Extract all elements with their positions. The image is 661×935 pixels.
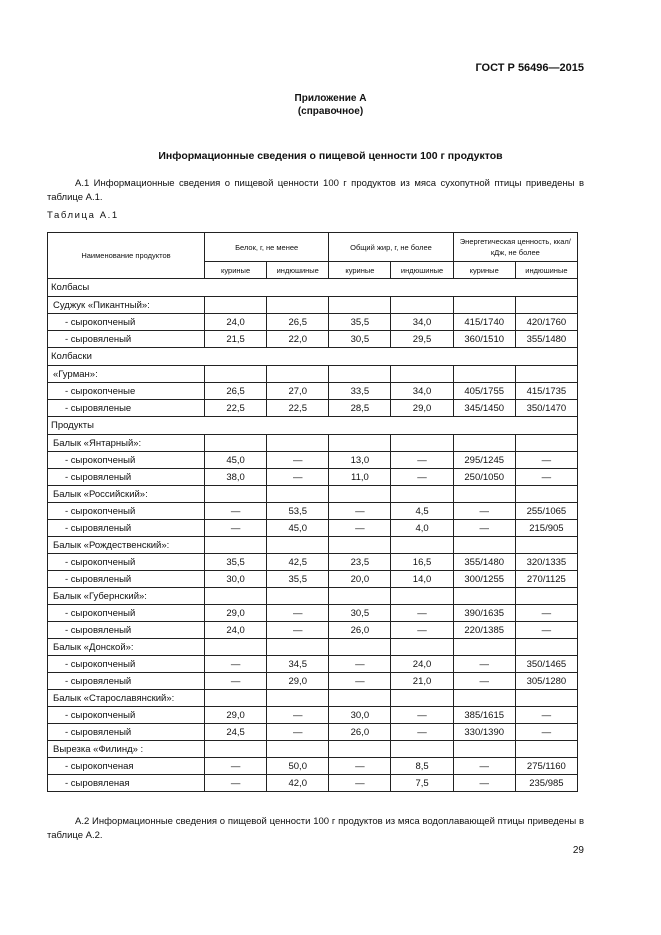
value-cell: 29,5 [391,331,453,348]
value-cell [329,690,391,707]
product-variant: - сыровяленый [48,331,205,348]
value-cell [267,690,329,707]
value-cell: 38,0 [205,469,267,486]
paragraph-a1-text: А.1 Информационные сведения о пищевой ценности 100 г продуктов из мяса сухопутной птицы приведены в таблице А.1. [47,178,584,203]
value-cell [391,639,453,656]
value-cell: 34,5 [267,656,329,673]
value-cell: — [267,605,329,622]
value-cell: — [267,469,329,486]
value-cell: — [453,758,515,775]
table-row [48,673,578,690]
table-caption: Таблица А.1 [47,210,119,221]
value-cell: 53,5 [267,503,329,520]
value-cell: 21,0 [391,673,453,690]
value-cell [453,366,515,383]
product-variant: - сыровяленый [48,724,205,741]
value-cell [453,588,515,605]
value-cell [453,435,515,452]
value-cell [515,366,577,383]
value-cell: — [453,775,515,792]
value-cell: 4,5 [391,503,453,520]
group-label: Колбасы [48,279,578,297]
value-cell: 26,5 [205,383,267,400]
value-cell [329,366,391,383]
value-cell: — [267,452,329,469]
value-cell: 14,0 [391,571,453,588]
table-row [48,554,578,571]
appendix-title: Приложение А [294,93,367,104]
value-cell [515,435,577,452]
value-cell: — [391,724,453,741]
page-number: 29 [572,845,584,856]
header-turkey: индюшиные [515,262,577,279]
table-row [48,758,578,775]
value-cell: 34,0 [391,383,453,400]
table-row [48,537,578,554]
value-cell [205,537,267,554]
value-cell: 24,0 [391,656,453,673]
header-turkey: индюшиные [267,262,329,279]
product-variant: - сырокопченая [48,758,205,775]
table-row [48,486,578,503]
value-cell: — [515,452,577,469]
value-cell: 35,5 [205,554,267,571]
value-cell: 420/1760 [515,314,577,331]
value-cell [391,537,453,554]
value-cell: 27,0 [267,383,329,400]
value-cell [267,486,329,503]
value-cell: 8,5 [391,758,453,775]
value-cell [205,435,267,452]
value-cell [515,639,577,656]
value-cell [205,588,267,605]
product-variant: - сырокопченый [48,656,205,673]
header-chicken: куриные [329,262,391,279]
table-row [48,605,578,622]
header-name: Наименование продуктов [48,233,205,279]
value-cell: 30,0 [205,571,267,588]
value-cell: — [205,673,267,690]
product-name: Балык «Российский»: [48,486,205,503]
value-cell: 34,0 [391,314,453,331]
value-cell: 270/1125 [515,571,577,588]
product-variant: - сырокопченый [48,452,205,469]
value-cell [329,741,391,758]
value-cell: 23,5 [329,554,391,571]
value-cell: 360/1510 [453,331,515,348]
value-cell [267,366,329,383]
value-cell: 26,0 [329,724,391,741]
header-chicken: куриные [205,262,267,279]
table-row [48,297,578,314]
value-cell [391,366,453,383]
value-cell [205,741,267,758]
value-cell: 355/1480 [515,331,577,348]
product-name: Вырезка «Филинд» : [48,741,205,758]
paragraph-a2 [47,815,584,843]
table-row [48,639,578,656]
value-cell [453,486,515,503]
value-cell [391,435,453,452]
value-cell: 20,0 [329,571,391,588]
value-cell: 24,0 [205,622,267,639]
table-row [48,503,578,520]
table-body [48,279,578,792]
value-cell: 26,0 [329,622,391,639]
value-cell: 42,0 [267,775,329,792]
value-cell: 330/1390 [453,724,515,741]
value-cell: — [391,469,453,486]
value-cell: 45,0 [205,452,267,469]
value-cell: 30,0 [329,707,391,724]
value-cell: 29,0 [267,673,329,690]
table-row [48,469,578,486]
table-group-row [48,279,578,297]
table-row [48,400,578,417]
value-cell: 215/905 [515,520,577,537]
value-cell [329,297,391,314]
appendix-type: (справочное) [297,106,364,117]
value-cell: 11,0 [329,469,391,486]
value-cell: 415/1740 [453,314,515,331]
table-row [48,366,578,383]
value-cell [391,588,453,605]
value-cell [453,297,515,314]
value-cell: — [329,758,391,775]
product-name: Балык «Рождественский»: [48,537,205,554]
value-cell [205,366,267,383]
product-name: Балык «Губернский»: [48,588,205,605]
header-protein: Белок, г, не менее [205,233,329,262]
table-group-row [48,348,578,366]
value-cell: — [267,724,329,741]
value-cell: — [515,469,577,486]
value-cell: — [205,775,267,792]
value-cell: 21,5 [205,331,267,348]
value-cell: — [329,775,391,792]
product-variant: - сырокопченый [48,707,205,724]
paragraph-a2-text: А.2 Информационные сведения о пищевой ценности 100 г продуктов из мяса водоплавающей птицы приведены в таблице А.2. [47,816,584,841]
document-code: ГОСТ Р 56496—2015 [475,62,584,74]
value-cell: 295/1245 [453,452,515,469]
value-cell [515,537,577,554]
value-cell: 33,5 [329,383,391,400]
value-cell: 385/1615 [453,707,515,724]
product-name: Суджук «Пикантный»: [48,297,205,314]
value-cell [329,486,391,503]
value-cell: 415/1735 [515,383,577,400]
value-cell: 28,5 [329,400,391,417]
value-cell: 235/985 [515,775,577,792]
paragraph-a1 [47,177,584,205]
value-cell: — [329,520,391,537]
group-label: Продукты [48,417,578,435]
table-row [48,707,578,724]
value-cell: 22,5 [205,400,267,417]
value-cell: — [515,707,577,724]
header-chicken: куриные [453,262,515,279]
value-cell: 30,5 [329,605,391,622]
value-cell: — [205,520,267,537]
value-cell: 50,0 [267,758,329,775]
value-cell: 390/1635 [453,605,515,622]
value-cell: — [391,707,453,724]
value-cell: 45,0 [267,520,329,537]
value-cell: 250/1050 [453,469,515,486]
product-name: Балык «Янтарный»: [48,435,205,452]
table-row [48,622,578,639]
value-cell: — [391,622,453,639]
table-row [48,435,578,452]
value-cell [267,588,329,605]
value-cell [391,486,453,503]
product-name: Балык «Донской»: [48,639,205,656]
value-cell [391,690,453,707]
value-cell: 24,0 [205,314,267,331]
value-cell: — [267,622,329,639]
value-cell: 30,5 [329,331,391,348]
value-cell: — [205,503,267,520]
value-cell: 13,0 [329,452,391,469]
value-cell: 350/1470 [515,400,577,417]
value-cell: 29,0 [391,400,453,417]
value-cell: 35,5 [329,314,391,331]
value-cell [515,741,577,758]
product-variant: - сыровяленый [48,622,205,639]
value-cell: — [205,758,267,775]
table-row [48,383,578,400]
value-cell: 16,5 [391,554,453,571]
product-variant: - сыровяленые [48,400,205,417]
value-cell: — [515,605,577,622]
value-cell [453,639,515,656]
value-cell: 7,5 [391,775,453,792]
product-name: Балык «Старославянский»: [48,690,205,707]
value-cell [391,297,453,314]
product-variant: - сыровяленая [48,775,205,792]
value-cell: 22,0 [267,331,329,348]
header-fat: Общий жир, г, не более [329,233,453,262]
value-cell: — [205,656,267,673]
value-cell: 320/1335 [515,554,577,571]
value-cell: — [515,724,577,741]
value-cell: — [515,622,577,639]
value-cell: 22,5 [267,400,329,417]
product-variant: - сырокопченый [48,605,205,622]
product-variant: - сыровяленый [48,469,205,486]
table-row [48,588,578,605]
product-variant: - сырокопченый [48,554,205,571]
value-cell [267,297,329,314]
table-row [48,331,578,348]
product-name: «Гурман»: [48,366,205,383]
table-group-row [48,417,578,435]
value-cell [267,435,329,452]
value-cell: 275/1160 [515,758,577,775]
value-cell: — [453,656,515,673]
value-cell: 345/1450 [453,400,515,417]
header-energy: Энергетическая ценность, ккал/кДж, не более [453,233,577,262]
value-cell [267,741,329,758]
value-cell [515,588,577,605]
product-variant: - сыровяленый [48,571,205,588]
group-label: Колбаски [48,348,578,366]
value-cell: — [453,520,515,537]
table-row [48,724,578,741]
value-cell [515,297,577,314]
value-cell: 24,5 [205,724,267,741]
value-cell: 305/1280 [515,673,577,690]
product-variant: - сыровяленый [48,673,205,690]
appendix-heading [0,92,661,118]
product-variant: - сыровяленый [48,520,205,537]
value-cell [391,741,453,758]
table-row [48,690,578,707]
value-cell: 405/1755 [453,383,515,400]
value-cell: 350/1465 [515,656,577,673]
value-cell: 220/1385 [453,622,515,639]
value-cell: 4,0 [391,520,453,537]
value-cell: — [329,503,391,520]
product-variant: - сырокопченый [48,314,205,331]
value-cell: 26,5 [267,314,329,331]
value-cell [205,690,267,707]
value-cell: — [453,503,515,520]
table-row [48,452,578,469]
value-cell: — [391,605,453,622]
value-cell [515,690,577,707]
value-cell [267,639,329,656]
table-row [48,520,578,537]
value-cell [205,486,267,503]
value-cell: 29,0 [205,707,267,724]
value-cell [205,297,267,314]
section-title: Информационные сведения о пищевой ценности 100 г продуктов [158,150,503,162]
table-row [48,571,578,588]
value-cell: — [267,707,329,724]
value-cell [329,435,391,452]
value-cell: 42,5 [267,554,329,571]
value-cell: 355/1480 [453,554,515,571]
table-row [48,314,578,331]
product-variant: - сырокопченые [48,383,205,400]
value-cell [267,537,329,554]
table-row [48,741,578,758]
value-cell: — [453,673,515,690]
value-cell: — [329,673,391,690]
table-row [48,656,578,673]
value-cell [329,588,391,605]
value-cell: 300/1255 [453,571,515,588]
value-cell [329,537,391,554]
value-cell [453,690,515,707]
value-cell [515,486,577,503]
value-cell: 255/1065 [515,503,577,520]
product-variant: - сырокопченый [48,503,205,520]
header-turkey: индюшиные [391,262,453,279]
table-row [48,775,578,792]
value-cell: — [329,656,391,673]
nutrition-table [47,232,578,792]
value-cell [453,537,515,554]
value-cell: — [391,452,453,469]
value-cell: 29,0 [205,605,267,622]
value-cell [453,741,515,758]
value-cell: 35,5 [267,571,329,588]
value-cell [205,639,267,656]
value-cell [329,639,391,656]
